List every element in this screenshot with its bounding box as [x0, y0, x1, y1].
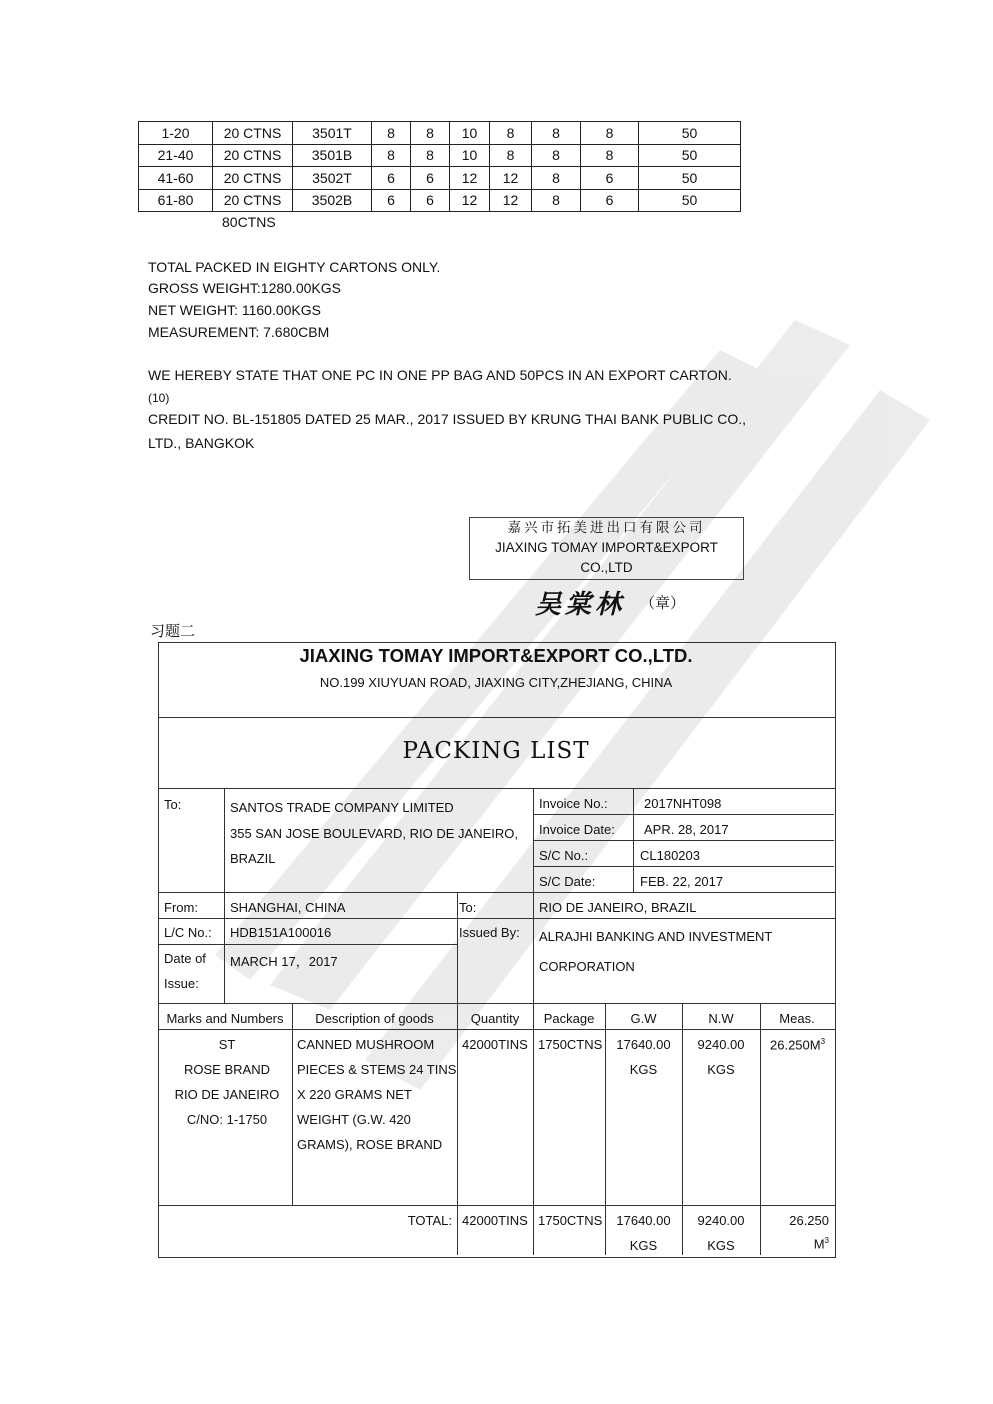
marks-line4: C/NO: 1-1750 [186, 1112, 268, 1127]
divider [224, 788, 225, 892]
summary-packed: TOTAL PACKED IN EIGHTY CARTONS ONLY. [148, 259, 441, 275]
size-table-cell: 8 [411, 122, 450, 145]
header-description: Description of goods [315, 1011, 434, 1026]
size-table-cell: 20 CTNS [213, 144, 293, 167]
divider [158, 892, 835, 893]
size-table-cell: 3502T [293, 167, 372, 190]
marks-line1: ST [218, 1037, 236, 1052]
size-table-cell: 8 [411, 144, 450, 167]
size-table-row [139, 167, 741, 190]
size-table-cell: 1-20 [139, 122, 213, 145]
size-table-cell: 12 [450, 167, 490, 190]
date-of-issue-value: MARCH 17，2017 [230, 954, 338, 969]
from-label: From: [164, 900, 198, 915]
divider [533, 866, 834, 867]
header-measurement: Meas. [779, 1011, 815, 1026]
date-of-issue-label-1: Date of [164, 951, 206, 966]
header-marks: Marks and Numbers [166, 1011, 284, 1026]
size-table-cell: 8 [490, 122, 532, 145]
issued-by-line1: ALRAJHI BANKING AND INVESTMENT [539, 929, 773, 944]
invoice-no-value: 2017NHT098 [644, 796, 722, 811]
destination-value: RIO DE JANEIRO, BRAZIL [539, 900, 697, 915]
size-table-row [139, 144, 741, 167]
description-line3: X 220 GRAMS NET [297, 1087, 412, 1102]
size-table-cell: 50 [639, 189, 741, 212]
invoice-date-label: Invoice Date: [539, 822, 615, 837]
credit-line-1: CREDIT NO. BL-151805 DATED 25 MAR., 2017 ISSUED BY KRUNG THAI BANK PUBLIC CO., [148, 411, 747, 427]
issued-by-label: Issued By: [459, 925, 520, 940]
size-table-cell: 20 CTNS [213, 167, 293, 190]
size-table-cell: 10 [450, 144, 490, 167]
total-cartons: 80CTNS [222, 214, 276, 230]
description-line1: CANNED MUSHROOM [297, 1037, 435, 1052]
exercise-label: 习题二 [150, 622, 196, 640]
divider [158, 1205, 835, 1206]
divider [224, 892, 225, 1003]
credit-line-2: LTD., BANGKOK [148, 435, 255, 451]
size-table-cell: 8 [532, 167, 581, 190]
size-table-cell: 61-80 [139, 189, 213, 212]
divider [292, 1003, 293, 1205]
size-table-cell: 12 [450, 189, 490, 212]
size-table-cell: 8 [532, 189, 581, 212]
consignee-line3: BRAZIL [230, 851, 276, 866]
date-of-issue-label-2: Issue: [164, 976, 199, 991]
packing-list-form [158, 642, 836, 1258]
consignee-line1: SANTOS TRADE COMPANY LIMITED [230, 800, 454, 815]
quantity-value: 42000TINS [462, 1037, 528, 1052]
size-table-cell: 3502B [293, 189, 372, 212]
destination-label: To: [459, 900, 477, 915]
size-table-cell: 6 [581, 189, 639, 212]
size-table-cell: 3501T [293, 122, 372, 145]
divider [533, 814, 834, 815]
header-gross-weight: G.W [630, 1011, 657, 1026]
size-table-cell: 50 [639, 144, 741, 167]
size-table-cell: 10 [450, 122, 490, 145]
signature: 吴棠林 [535, 590, 626, 620]
total-package: 1750CTNS [538, 1213, 603, 1228]
size-table-cell: 3501B [293, 144, 372, 167]
sc-date-label: S/C Date: [539, 874, 596, 889]
size-table-cell: 8 [532, 144, 581, 167]
header-quantity: Quantity [470, 1011, 520, 1026]
net-weight-unit: KGS [707, 1062, 735, 1077]
from-value: SHANGHAI, CHINA [230, 900, 346, 915]
header-net-weight: N.W [708, 1011, 734, 1026]
size-breakdown-table [138, 121, 741, 212]
size-table-cell: 6 [372, 189, 411, 212]
divider [158, 918, 835, 919]
size-table-cell: 41-60 [139, 167, 213, 190]
summary-gross-weight: GROSS WEIGHT:1280.00KGS [148, 280, 341, 296]
divider [158, 1003, 835, 1004]
package-value: 1750CTNS [538, 1037, 603, 1052]
gross-weight-value: 17640.00 [616, 1037, 671, 1052]
sc-no-value: CL180203 [640, 848, 700, 863]
stamp-english-line2: CO.,LTD [580, 560, 633, 575]
measurement-exponent: 3 [820, 1037, 826, 1046]
marks-line2: ROSE BRAND [184, 1062, 270, 1077]
description-line4: WEIGHT (G.W. 420 [297, 1112, 411, 1127]
size-table-cell: 20 CTNS [213, 122, 293, 145]
total-label: TOTAL: [407, 1213, 452, 1228]
total-gross-weight: 17640.00 [616, 1213, 671, 1228]
total-quantity: 42000TINS [462, 1213, 528, 1228]
consignee-line2: 355 SAN JOSE BOULEVARD, RIO DE JANEIRO, [230, 826, 519, 841]
lc-no-label: L/C No.: [164, 925, 212, 940]
total-measurement-unit [760, 1236, 829, 1251]
measurement-value [770, 1037, 825, 1052]
total-net-weight: 9240.00 [697, 1213, 745, 1228]
divider [158, 788, 835, 789]
company-stamp [469, 517, 744, 580]
total-net-weight-unit: KGS [707, 1238, 735, 1253]
size-table-cell: 6 [372, 167, 411, 190]
sc-date-value: FEB. 22, 2017 [640, 874, 724, 889]
clause-number: (10) [148, 391, 170, 405]
divider [158, 1029, 835, 1030]
size-table-cell: 12 [490, 189, 532, 212]
size-table-cell: 6 [581, 167, 639, 190]
invoice-date-value: APR. 28, 2017 [644, 822, 729, 837]
size-table-cell: 8 [581, 144, 639, 167]
size-table-cell: 50 [639, 167, 741, 190]
header-package: Package [543, 1011, 595, 1026]
net-weight-value: 9240.00 [697, 1037, 745, 1052]
size-table-cell: 8 [532, 122, 581, 145]
to-label: To: [164, 797, 182, 812]
summary-measurement: MEASUREMENT: 7.680CBM [148, 324, 330, 340]
size-table-row [139, 122, 741, 145]
description-line2: PIECES & STEMS 24 TINS [297, 1062, 457, 1077]
divider [158, 944, 457, 945]
size-table-cell: 20 CTNS [213, 189, 293, 212]
size-table-cell: 6 [411, 189, 450, 212]
size-table-cell: 6 [411, 167, 450, 190]
size-table-cell: 12 [490, 167, 532, 190]
size-table-cell: 8 [581, 122, 639, 145]
packing-statement: WE HEREBY STATE THAT ONE PC IN ONE PP BAG AND 50PCS IN AN EXPORT CARTON. [148, 367, 732, 383]
gross-weight-unit: KGS [629, 1062, 658, 1077]
description-line5: GRAMS), ROSE BRAND [297, 1137, 443, 1152]
company-name: JIAXING TOMAY IMPORT&EXPORT CO.,LTD. [299, 645, 693, 666]
total-measurement-unit-label: M [813, 1236, 825, 1252]
divider [158, 717, 835, 718]
total-gross-weight-unit: KGS [629, 1238, 658, 1253]
size-table-cell: 8 [372, 144, 411, 167]
total-measurement: 26.250 [789, 1213, 829, 1228]
document-title: PACKING LIST [402, 738, 590, 764]
divider [533, 840, 834, 841]
size-table-row [139, 189, 741, 212]
stamp-chinese-name: 嘉兴市拓美进出口有限公司 [507, 520, 706, 536]
company-address: NO.199 XIUYUAN ROAD, JIAXING CITY,ZHEJIANG, CHINA [319, 675, 673, 690]
issued-by-line2: CORPORATION [539, 959, 635, 974]
invoice-no-label: Invoice No.: [539, 796, 608, 811]
lc-no-value: HDB151A100016 [230, 925, 332, 940]
stamp-english-line1: JIAXING TOMAY IMPORT&EXPORT [495, 540, 718, 555]
size-table-cell: 8 [372, 122, 411, 145]
total-measurement-exponent: 3 [824, 1236, 829, 1245]
size-table-cell: 8 [490, 144, 532, 167]
marks-line3: RIO DE JANEIRO [174, 1087, 280, 1102]
size-table-cell: 50 [639, 122, 741, 145]
size-table-cell: 21-40 [139, 144, 213, 167]
measurement-number: 26.250M [770, 1037, 821, 1053]
summary-net-weight: NET WEIGHT: 1160.00KGS [148, 302, 321, 318]
sc-no-label: S/C No.: [539, 848, 589, 863]
seal-note: （章） [640, 594, 686, 612]
divider [457, 892, 458, 1255]
